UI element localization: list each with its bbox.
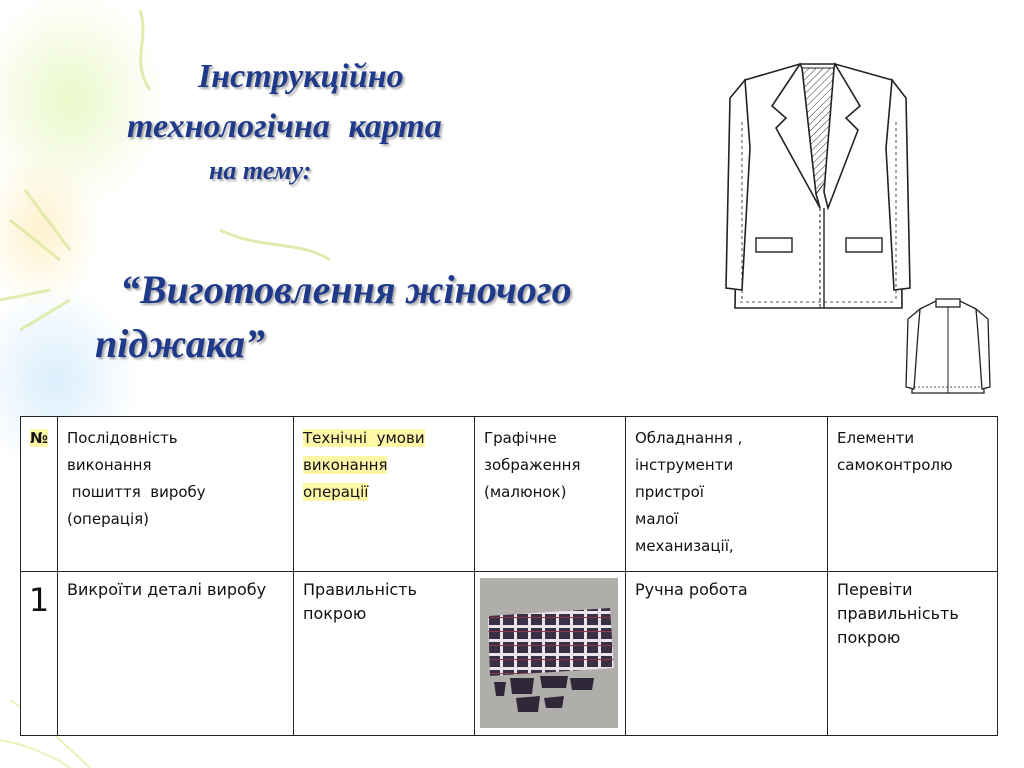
row-graphic [475, 572, 626, 736]
header-sequence: Послідовність виконання пошиття виробу (операція) [58, 417, 294, 572]
table-row [21, 572, 998, 736]
header-number: № [21, 417, 58, 572]
header-equipment: Обладнання , інструменти пристрої малої механизації, [626, 417, 828, 572]
table-header-row [21, 417, 998, 572]
header-graphic: Графічне зображення (малюнок) [475, 417, 626, 572]
jacket-small-drawing [904, 297, 992, 399]
jacket-front-drawing [720, 58, 915, 320]
row-conditions: Правильність покрою [294, 572, 475, 736]
title-line-3: на тему: [209, 156, 312, 185]
fabric-pieces-photo [480, 578, 618, 728]
topic-line-1: “Виготовлення жіночого [120, 267, 572, 312]
row-number: 1 [21, 572, 58, 736]
instruction-table [20, 416, 998, 736]
header-control: Елементи самоконтролю [828, 417, 998, 572]
row-sequence: Викроїти деталі виробу [58, 572, 294, 736]
header-conditions: Технічні умови виконання операції [294, 417, 475, 572]
topic-line-2: піджака” [95, 321, 266, 366]
title-line-2: технологічна карта [127, 108, 442, 145]
row-equipment: Ручна робота [626, 572, 828, 736]
row-control: Перевіти правильнісьть покрою [828, 572, 998, 736]
title-line-1: Інструкційно [198, 58, 404, 95]
